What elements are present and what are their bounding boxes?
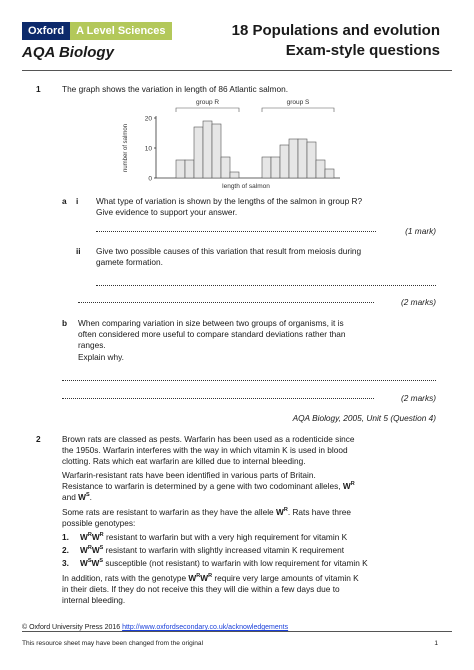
marks-a-ii: (2 marks): [400, 297, 436, 307]
part-a-i-line1: What type of variation is shown by the lengths of the salmon in group R?: [96, 196, 363, 206]
answer-line[interactable]: [62, 398, 374, 399]
q2-p2-line3: and $W^S$.: [62, 492, 92, 502]
marks-a-i: (1 mark): [405, 226, 436, 236]
group-label: group S: [286, 99, 310, 106]
histogram-bar: [230, 172, 239, 178]
q2-p3-line2: possible genotypes:: [62, 518, 136, 528]
part-a-label: a: [62, 196, 67, 206]
histogram-bar: [316, 160, 325, 178]
histogram-bar: [262, 157, 271, 178]
histogram-bar: [176, 160, 185, 178]
salmon-chart-svg: [118, 96, 342, 190]
part-b-line1: When comparing variation in size between two groups of organisms, it is: [78, 318, 344, 328]
q2-p1-line3: clotting. Rats which eat warfarin are killed due to internal bleeding.: [62, 456, 306, 466]
chapter-title: 18 Populations and evolution: [231, 22, 440, 39]
histogram-bar: [221, 157, 230, 178]
part-a-i-label: i: [76, 196, 79, 206]
acknowledgements-link[interactable]: http://www.oxfordsecondary.co.uk/acknowledgements: [122, 624, 289, 631]
histogram-bar: [203, 121, 212, 178]
header-divider: [22, 70, 452, 71]
footer-note: This resource sheet may have been changed from the original: [22, 640, 204, 647]
x-axis-label: length of salmon: [222, 183, 270, 190]
q2-p2-line2: Resistance to warfarin is determined by a gene with two codominant alleles, $W^R$: [62, 481, 355, 491]
histogram-bar: [271, 157, 280, 178]
brand-logo: [22, 22, 172, 40]
histogram-bar: [325, 169, 334, 178]
part-a-i-line2: Give evidence to support your answer.: [96, 207, 238, 217]
group-label: group R: [195, 99, 220, 106]
footer-divider: [22, 631, 452, 632]
histogram-bar: [185, 160, 194, 178]
question-2-number: 2: [36, 434, 41, 444]
histogram-bar: [280, 145, 289, 178]
chapter-subtitle: Exam-style questions: [285, 42, 440, 59]
group-bracket: [176, 108, 239, 112]
histogram-bar: [289, 139, 298, 178]
answer-line[interactable]: [96, 231, 376, 232]
genotype-1-number: 1.: [62, 532, 69, 542]
part-b-line4: Explain why.: [78, 352, 124, 362]
genotype-3-number: 3.: [62, 558, 69, 568]
answer-line[interactable]: [78, 302, 374, 303]
q2-p2-line1: Warfarin-resistant rats have been identified in various parts of Britain.: [62, 470, 316, 480]
page-header: [0, 0, 474, 70]
histogram-bar: [212, 124, 221, 178]
question-1-intro: The graph shows the variation in length of 86 Atlantic salmon.: [62, 84, 288, 94]
page-number: 1: [434, 640, 438, 647]
q2-p1-line1: Brown rats are classed as pests. Warfarin has been used as a rodenticide since: [62, 434, 355, 444]
answer-line[interactable]: [96, 285, 436, 286]
part-a-ii-line1: Give two possible causes of this variation that result from meiosis during: [96, 246, 362, 256]
subject-title: AQA Biology: [22, 44, 114, 61]
question-1-source: AQA Biology, 2005, Unit 5 (Question 4): [292, 413, 436, 423]
brand-oxford: Oxford: [22, 22, 70, 40]
histogram-bar: [194, 127, 203, 178]
brand-sciences: A Level Sciences: [70, 22, 171, 40]
genotype-2-number: 2.: [62, 545, 69, 555]
q2-p4-line2: in their diets. If they do not receive this they will die within a few days due to: [62, 584, 340, 594]
y-tick-label: 20: [144, 115, 152, 123]
part-b-line2: often considered more useful to compare standard deviations rather than: [78, 329, 346, 339]
q2-p4-line1: In addition, rats with the genotype $W^RW^R$ require very large amounts of vitamin K: [62, 573, 359, 583]
y-tick-label: 10: [144, 145, 152, 153]
histogram-bar: [307, 142, 316, 178]
y-tick-label: 0: [148, 175, 152, 183]
genotype-1: $W^RW^R$ resistant to warfarin but with a very high requirement for vitamin K: [80, 532, 348, 542]
marks-b: (2 marks): [400, 393, 436, 403]
part-a-ii-line2: gamete formation.: [96, 257, 163, 267]
salmon-length-chart: [118, 96, 342, 190]
footer-copyright: © Oxford University Press 2016 http://www.oxfordsecondary.co.uk/acknowledgements: [22, 624, 289, 631]
genotype-2: $W^RW^S$ resistant to warfarin with slightly increased vitamin K requirement: [80, 545, 345, 555]
part-a-ii-label: ii: [76, 246, 81, 256]
part-b-line3: ranges.: [78, 340, 106, 350]
question-1-number: 1: [36, 84, 41, 94]
q2-p1-line2: the 1950s. Warfarin interferes with the way in which vitamin K is used in blood: [62, 445, 348, 455]
q2-p3-line1: Some rats are resistant to warfarin as they have the allele $W^R$. Rats have three: [62, 507, 352, 517]
y-axis-label: number of salmon: [123, 123, 129, 173]
genotype-3: $W^SW^S$ susceptible (not resistant) to warfarin with low requirement for vitamin K: [80, 558, 368, 568]
part-b-label: b: [62, 318, 68, 328]
q2-p4-line3: internal bleeding.: [62, 595, 126, 605]
group-bracket: [262, 108, 334, 112]
histogram-bar: [298, 139, 307, 178]
answer-line[interactable]: [62, 380, 436, 381]
